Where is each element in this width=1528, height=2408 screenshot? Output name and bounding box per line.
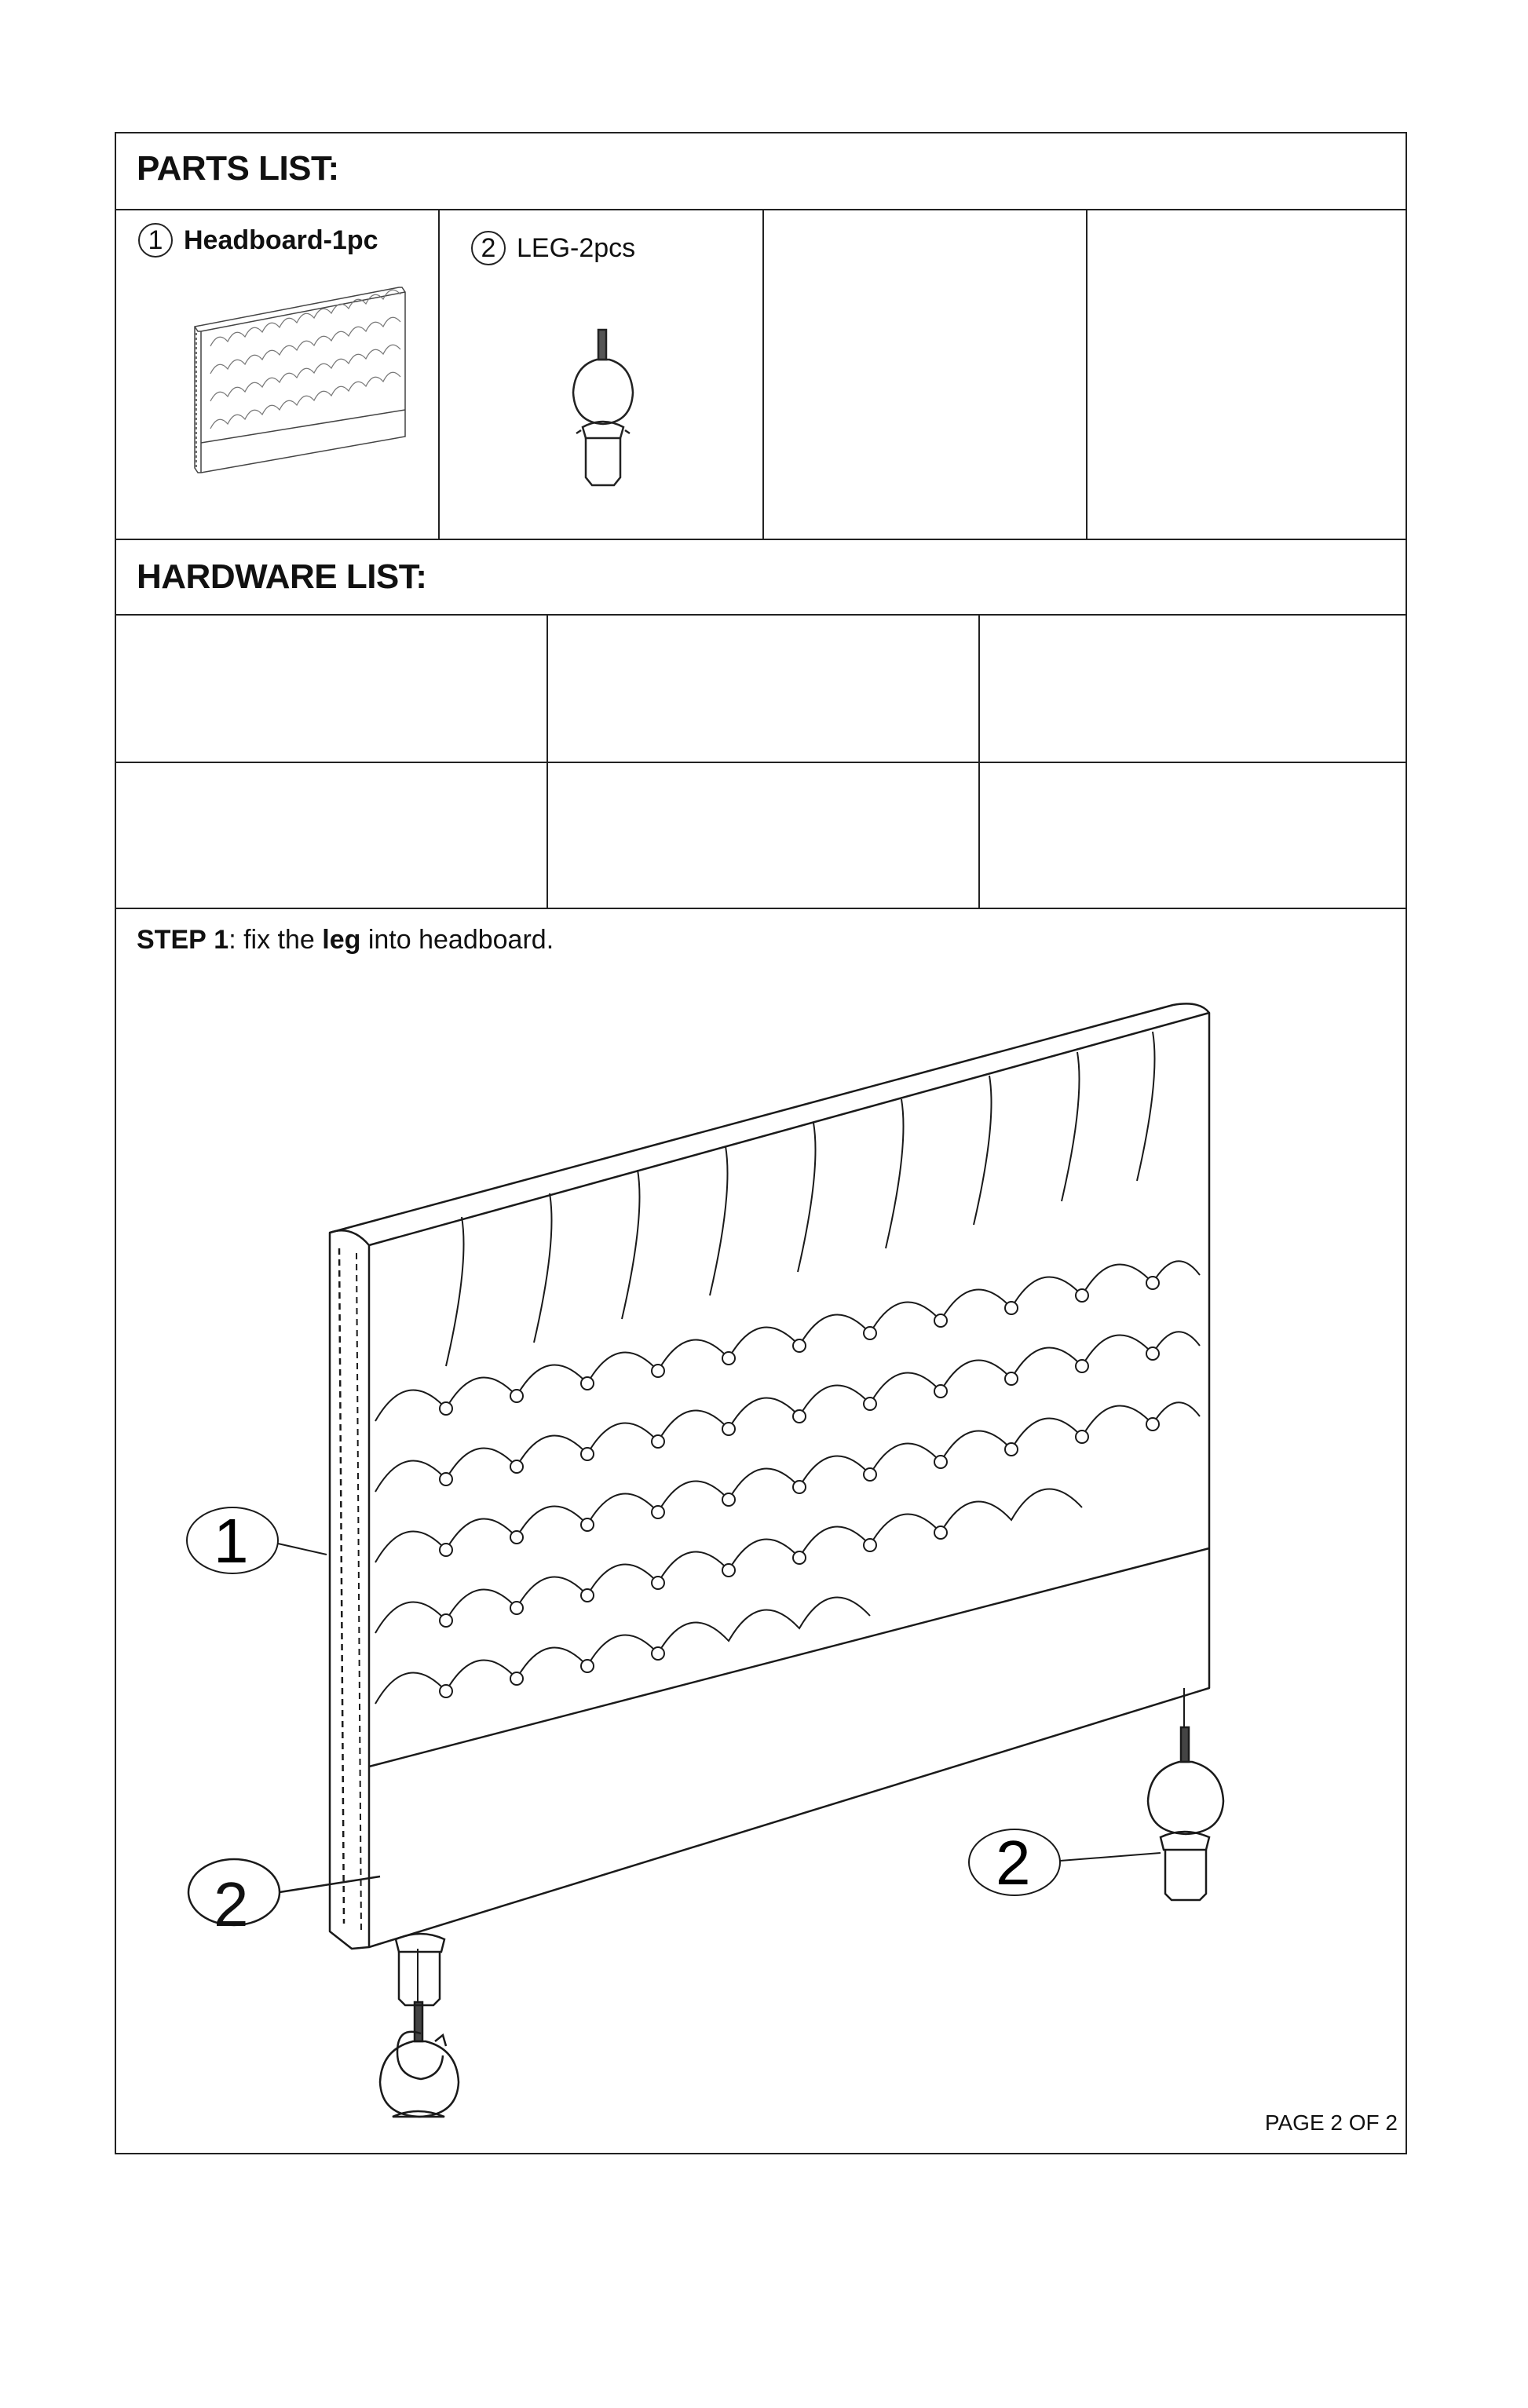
step-text-b: leg [322, 925, 361, 955]
page-number: PAGE 2 OF 2 [1264, 2110, 1398, 2135]
part-number-badge: 2 [471, 231, 506, 265]
callout-leg-right: 2 [996, 1828, 1031, 1898]
step-text-c: into headboard. [360, 925, 554, 955]
part-label: LEG-2pcs [517, 232, 636, 263]
step-prefix: STEP [137, 925, 207, 955]
divider [116, 209, 1406, 210]
leg-thumbnail-illustration [556, 327, 650, 499]
left-leg-lower-illustration [116, 1924, 587, 2159]
step-number: 1 [214, 925, 229, 955]
divider [116, 539, 1406, 540]
divider [116, 908, 1406, 909]
part-number-badge: 1 [138, 223, 173, 258]
callout-leg-left: 2 [214, 1869, 249, 1939]
divider [116, 762, 1406, 763]
part-label: Headboard-1pc [184, 225, 378, 255]
callout-headboard: 1 [214, 1506, 249, 1576]
divider [546, 614, 548, 908]
step-text-a: fix the [243, 925, 323, 955]
part-item-headboard [138, 223, 378, 258]
part-item-leg [471, 231, 635, 265]
step-instruction: STEP 1: fix the leg into headboard. [137, 925, 554, 955]
headboard-thumbnail-illustration [163, 272, 415, 491]
instruction-sheet [115, 132, 1407, 2154]
hardware-list-title: HARDWARE LIST: [137, 557, 427, 596]
parts-list-title: PARTS LIST: [137, 149, 339, 188]
divider [762, 209, 764, 539]
divider [978, 614, 980, 908]
divider [1086, 209, 1088, 539]
divider [438, 209, 440, 539]
divider [116, 614, 1406, 616]
